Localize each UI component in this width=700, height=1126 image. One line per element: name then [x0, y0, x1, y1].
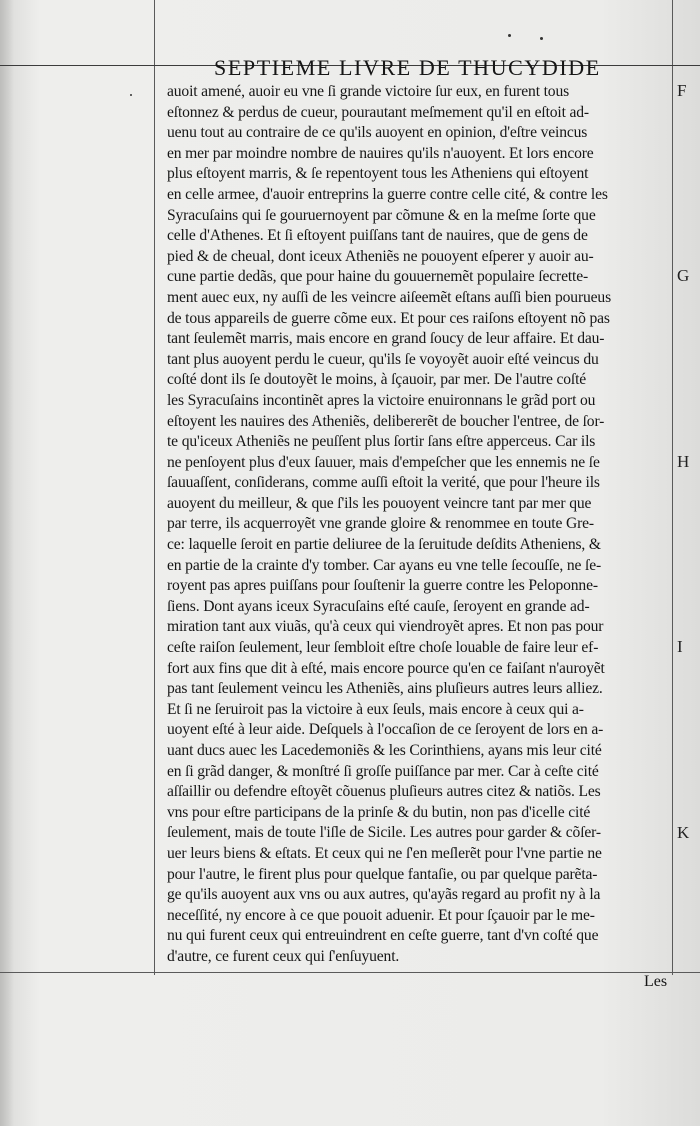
text-line: royent pas apres puiſſans pour ſouſtenir la guerre contre les Peloponne- [167, 577, 598, 595]
left-margin-rule [154, 0, 155, 975]
text-line: pied & de cheual, dont iceux Atheniẽs ne pouoyent eſperer y auoir au- [167, 247, 594, 265]
text-line: uer leurs biens & eſtats. Et ceux qui ne ſ'en meſlerẽt pour l'vne partie ne [167, 844, 602, 862]
text-line: ſiens. Dont ayans iceux Syracuſains eſté cauſe, ſeroyent en grande ad- [167, 597, 590, 615]
text-line: tant ſeulemẽt marris, mais encore en grand ſoucy de leur affaire. Et dau- [167, 330, 605, 348]
text-line: de tous appareils de guerre cõme eux. Et pour ces raiſons eſtoyent nõ pas [167, 309, 610, 327]
margin-letter-k: K [677, 822, 690, 842]
text-line: ment auec eux, ny auſſi de les veincre aiſeemẽt eſtans auſſi bien pourueus [167, 288, 611, 306]
text-line: en celle armee, d'auoir entreprins la guerre contre celle cité, & contre les [167, 185, 608, 203]
ink-speck [508, 34, 511, 37]
text-line: les Syracuſains incontinẽt apres la victoire enuironnans le grãd port ou [167, 391, 596, 409]
text-line: en ſi grãd danger, & monſtré ſi groſſe puiſſance par mer. Car à ceſte cité [167, 762, 599, 780]
text-line: auoyent du meilleur, & que ſ'ils les pouoyent veincre tant par mer que [167, 494, 592, 512]
ink-speck [130, 94, 132, 96]
text-line: Syracuſains qui ſe gouruernoyent par cõmune & en la meſme ſorte que [167, 206, 596, 224]
margin-letter-i: I [677, 637, 683, 657]
text-line: celle d'Athenes. Et ſi eſtoyent puiſſans tant de nauires, que de gens de [167, 227, 588, 245]
text-block [167, 82, 669, 968]
binding-shadow [0, 0, 14, 1126]
text-line: ſeulement, mais de toute l'iſle de Sicile. Les autres pour garder & cõſer- [167, 824, 601, 842]
text-line: en mer par moindre nombre de nauires qu'ils n'auoyent. Et lors encore [167, 144, 594, 162]
text-line: eſtoyent les nauires des Atheniẽs, delibererẽt de boucher l'entree, de ſor- [167, 412, 605, 430]
text-line: pour l'autre, le firent plus pour quelque fantaſie, ou par quelque parẽta- [167, 865, 598, 883]
text-line: cune partie dedãs, que pour haine du gouuernemẽt populaire ſecrette- [167, 268, 589, 286]
text-line: neceſſité, ny encore à ce que pouoit aduenir. Et pour ſçauoir par le me- [167, 906, 595, 924]
text-line: uenu tout au contraire de ce qu'ils auoyent en opinion, d'eſtre veincus [167, 124, 588, 142]
text-line: fort aux fins que dit à eſté, mais encore pource qu'en ce faiſant n'auroyẽt [167, 659, 605, 677]
text-line: par terre, ils acquerroyẽt vne grande gloire & renommee en toute Gre- [167, 515, 594, 533]
margin-letter-f: F [677, 81, 687, 100]
text-line: ſauuaſſent, conſiderans, comme auſſi eſtoit la verité, que pour l'heure ils [167, 474, 600, 492]
margin-letter-h: H [677, 451, 690, 471]
right-margin-rule [672, 0, 673, 975]
text-line: pas tant ſeulement veincu les Atheniẽs, ains pluſieurs autres leurs alliez. [167, 680, 603, 698]
text-line: miration tant aux viuãs, qu'à ceux qui viendroyẽt apres. Et non pas pour [167, 618, 604, 636]
text-line: uant ducs auec les Lacedemoniẽs & les Corinthiens, ayans mis leur cité [167, 742, 602, 759]
catchword: Les [644, 973, 668, 990]
text-line: tant plus auoyent perdu le cueur, qu'ils ſe voyoyẽt auoir eſté veincus du [167, 350, 599, 368]
text-line: vns pour eſtre participans de la prinſe & du butin, non pas d'icelle cité [167, 803, 591, 821]
text-line: Et ſi ne ſeruiroit pas la victoire à eux ſeuls, mais encore à ceux qui a- [167, 700, 584, 718]
text-line: ge qu'ils auoyent aux vns ou aux autres, qu'ayãs regard au profit ny à la [167, 886, 601, 904]
text-line: auoit amené, auoir eu vne ſi grande victoire ſur eux, en furent tous [167, 83, 570, 100]
text-line: ceſte raiſon ſeulement, leur ſembloit eſtre choſe louable de faire leur ef- [167, 639, 599, 657]
text-line: coſté dont ils ſe doutoyẽt le moins, à ſçauoir, par mer. De l'autre coſté [167, 371, 587, 389]
ink-speck [540, 37, 543, 40]
text-line: en partie de la crainte d'y tomber. Car ayans eu vne telle ſecouſſe, ne ſe- [167, 556, 602, 574]
text-line: ne penſoyent plus d'eux ſauuer, mais d'empeſcher que les ennemis ne ſe [167, 453, 600, 471]
text-line: d'autre, ce furent ceux qui ſ'enſuyuent. [167, 947, 400, 965]
text-line: te qu'iceux Atheniẽs ne peuſſent plus ſortir ſans eſtre apperceus. Car ils [167, 433, 596, 451]
footer-rule [0, 972, 700, 973]
text-line: aſſaillir ou defendre eſtoyẽt cõuenus pluſieurs autres citez & natiõs. Les [167, 783, 601, 801]
margin-letter-g: G [677, 266, 690, 286]
text-line: eſtonnez & perdus de cueur, pourautant meſmement qu'il en eſtoit ad- [167, 103, 589, 121]
text-line: uoyent eſté à leur aide. Deſquels à l'occaſion de ce ſeroyent de lors en a- [167, 721, 604, 739]
running-head: SEPTIEME LIVRE DE THUCYDIDE [214, 55, 601, 80]
text-line: plus eſtoyent marris, & ſe repentoyent tous les Atheniens qui eſtoyent [167, 165, 589, 183]
text-line: ce: laquelle ſeroit en partie deliuree de la ſeruitude deſdits Atheniens, & [167, 536, 601, 554]
text-line: nu qui furent ceux qui entreuindrent en ceſte guerre, tant d'vn coſté que [167, 927, 599, 945]
